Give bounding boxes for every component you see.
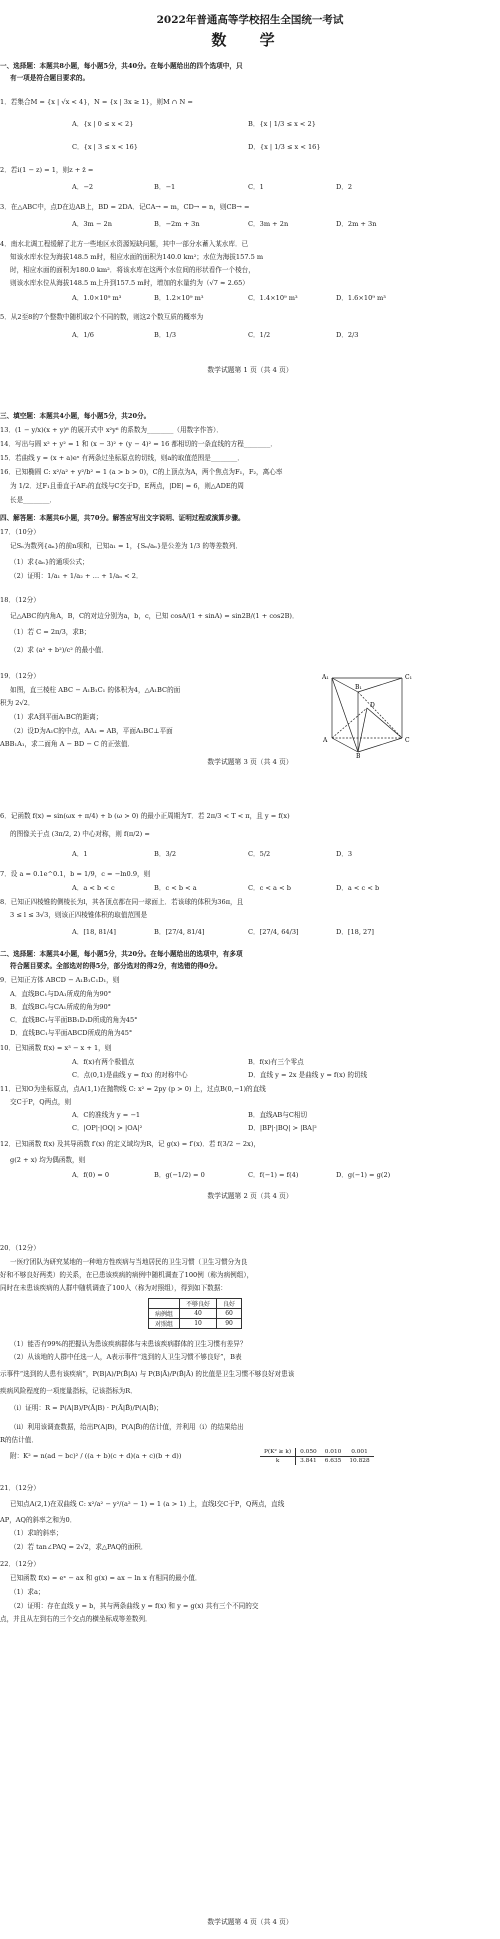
question-4-line-1: 4．南水北调工程缓解了北方一些地区水资源短缺问题，其中一部分水蓄入某水库．已 — [0, 240, 249, 248]
label-A1: A₁ — [322, 674, 329, 681]
page-2 — [0, 800, 500, 1230]
question-18-stem: 记△ABC的内角A，B，C的对边分别为a，b，c，已知 cosA/(1 + sinA) = sin2B/(1 + cos2B)． — [10, 612, 299, 620]
table-header-cell: 良好 — [217, 1299, 242, 1309]
q2-option-b: B．−1 — [154, 183, 176, 191]
question-15: 15．若曲线 y = (x + a)eˣ 有两条过坐标原点的切线，则a的取值范围是________． — [0, 454, 244, 462]
question-18-part-1: （1）若 C = 2π/3，求B； — [10, 628, 91, 636]
question-11-line-1: 11．已知O为坐标原点，点A(1,1)在抛物线 C: x² = 2py (p > 0) 上，过点B(0,−1)的直线 — [0, 1085, 266, 1093]
question-1: 1．若集合M = {x | √x < 4}，N = {x | 3x ≥ 1}，则M ∩ N = — [0, 98, 193, 106]
q5-option-a: A．1/6 — [72, 331, 94, 339]
question-12-line-1: 12．已知函数 f(x) 及其导函数 f′(x) 的定义域均为R，记 g(x) = f′(x)．若 f(3/2 − 2x)， — [0, 1140, 260, 1148]
q4-option-a: A．1.0×10⁹ m³ — [72, 294, 122, 302]
q7-option-c: C．c < a < b — [248, 884, 291, 892]
question-3: 3．在△ABC中，点D在边AB上，BD = 2DA．记CA→ = m，CD→ = n，则CB→ = — [0, 203, 250, 211]
question-22-part-2-cont: 点，并且从左到右的三个交点的横坐标成等差数列． — [0, 1615, 152, 1623]
section-4-heading: 四、解答题：本题共6小题，共70分。解答应写出文字说明、证明过程或演算步骤。 — [0, 514, 245, 522]
q8-option-b: B．[27/4, 81/4] — [154, 928, 205, 936]
q12-option-c: C．f(−1) = f(4) — [248, 1171, 299, 1179]
q3-option-b: B．−2m + 3n — [154, 220, 200, 228]
q9-option-d: D．直线BC₁与平面ABCD所成的角为45° — [10, 1029, 133, 1037]
q10-option-d: D．直线 y = 2x 是曲线 y = f(x) 的切线 — [248, 1071, 368, 1079]
table-row — [149, 1309, 242, 1319]
q3-option-d: D．2m + 3n — [336, 220, 377, 228]
label-D: D — [370, 702, 375, 709]
question-8-line-2: 3 ≤ l ≤ 3√3，则该正四棱锥体积的取值范围是 — [10, 911, 148, 919]
exam-title: 2022年普通高等学校招生全国统一考试 — [156, 14, 344, 26]
question-22: 22．（12分） — [0, 1560, 40, 1568]
question-22-part-1: （1）求a； — [10, 1588, 45, 1596]
question-21: 21．（12分） — [0, 1484, 40, 1492]
q9-option-c: C．直线BC₁与平面BB₁D₁D所成的角为45° — [10, 1016, 138, 1024]
question-20-stem-1: 一医疗团队为研究某地的一种地方性疾病与当地居民的卫生习惯（卫生习惯分为良 — [10, 1258, 248, 1266]
question-20: 20．（12分） — [0, 1244, 40, 1252]
question-19: 19．（12分） — [0, 672, 40, 680]
q11-option-d: D．|BP|·|BQ| > |BA|² — [248, 1124, 317, 1132]
q11-option-b: B．直线AB与C相切 — [248, 1111, 308, 1119]
q12-option-b: B．g(−1/2) = 0 — [154, 1171, 205, 1179]
table-cell: 40 — [180, 1309, 217, 1319]
table-cell: 10 — [180, 1319, 217, 1329]
table-cell: 6.635 — [324, 1458, 342, 1464]
label-C: C — [405, 737, 410, 744]
q4-option-b: B．1.2×10⁹ m³ — [154, 294, 204, 302]
q5-option-b: B．1/3 — [154, 331, 177, 339]
question-2: 2．若i(1 − z) = 1，则z + z̄ = — [0, 166, 94, 174]
question-21-part-1: （1）求l的斜率； — [10, 1529, 63, 1537]
question-6-line-2: 的图像关于点 (3π/2, 2) 中心对称，则 f(π/2) = — [10, 830, 150, 838]
q9-option-a: A．直线BC₁与DA₁所成的角为90° — [10, 990, 112, 998]
table-cell: 对照组 — [149, 1319, 180, 1329]
question-19-part-2: （2）设D为A₁C的中点，AA₁ = AB，平面A₁BC⊥平面 — [10, 727, 173, 735]
question-17-part-2: （2）证明：1/a₁ + 1/a₂ + … + 1/aₙ < 2． — [10, 572, 143, 580]
question-18-part-2: （2）求 (a² + b²)/c² 的最小值． — [10, 646, 108, 654]
q10-option-b: B．f(x)有三个零点 — [248, 1058, 304, 1066]
question-8-line-1: 8．已知正四棱锥的侧棱长为l，其各顶点都在同一球面上．若该球的体积为36π，且 — [0, 898, 244, 906]
question-20-part-2-ii-cont: R的估计值． — [0, 1436, 38, 1444]
question-4-line-3: 时，相应水面的面积为180.0 km²．将该水库在这两个水位间的形状看作一个棱台， — [10, 266, 255, 274]
q12-option-a: A．f(0) = 0 — [72, 1171, 110, 1179]
question-17-stem: 记Sₙ为数列{aₙ}的前n项和，已知a₁ = 1，{Sₙ/aₙ}是公差为 1/3 的等差数列． — [10, 542, 242, 550]
page-4 — [0, 1230, 500, 1939]
q6-option-c: C．5/2 — [248, 850, 271, 858]
question-21-part-2: （2）若 tan∠PAQ = 2√2，求△PAQ的面积． — [10, 1543, 148, 1551]
table-cell: 60 — [217, 1309, 242, 1319]
question-6-line-1: 6．记函数 f(x) = sin(ωx + π/4) + b (ω > 0) 的最小正周期为T．若 2π/3 < T < π，且 y = f(x) — [0, 812, 290, 820]
question-20-stem-2: 好和不够良好两类）的关系，在已患该疾病的病例中随机调查了100例（称为病例组）， — [0, 1271, 254, 1279]
q1-option-a: A．{x | 0 ≤ x < 2} — [72, 120, 134, 128]
table-cell: k — [275, 1458, 280, 1464]
table-cell: 病例组 — [149, 1309, 180, 1319]
q9-option-b: B．直线BC₁与CA₁所成的角为90° — [10, 1003, 111, 1011]
section-1-heading: 一、选择题：本题共8小题，每小题5分，共40分。在每小题给出的四个选项中，只 — [0, 62, 243, 70]
question-20-part-2-ii: （ii）利用该调查数据，给出P(A|B)，P(A|B̄)的估计值，并利用（i）的结果给出 — [10, 1423, 244, 1431]
q10-option-a: A．f(x)有两个极值点 — [72, 1058, 135, 1066]
question-12-line-2: g(2 + x) 均为偶函数，则 — [10, 1156, 86, 1164]
table-cell: 0.001 — [345, 1448, 373, 1457]
question-19-stem-2: 积为 2√2． — [0, 699, 35, 707]
q1-option-c: C．{x | 3 ≤ x < 16} — [72, 143, 138, 151]
question-22-part-2: （2）证明：存在直线 y = b，其与两条曲线 y = f(x) 和 y = g(x) 共有三个不同的交 — [10, 1602, 259, 1610]
q8-option-c: C．[27/4, 64/3] — [248, 928, 299, 936]
label-A: A — [323, 737, 328, 744]
section-3-heading: 三、填空题：本题共4小题，每小题5分，共20分。 — [0, 412, 151, 420]
q1-option-b: B．{x | 1/3 ≤ x < 2} — [248, 120, 316, 128]
q7-option-d: D．a < c < b — [336, 884, 380, 892]
question-20-part-2-cont-2: 疾病风险程度的一项度量指标，记该指标为R． — [0, 1387, 137, 1395]
q10-option-c: C．点(0,1)是曲线 y = f(x) 的对称中心 — [72, 1071, 188, 1079]
q6-option-a: A．1 — [72, 850, 88, 858]
table-header-row — [149, 1299, 242, 1309]
table-header-cell: 不够良好 — [180, 1299, 217, 1309]
question-20-part-2-cont: 示事件“选到的人患有该疾病”，P(B|A)/P(B̄|A) 与 P(B|Ā)/P(B̄|Ā) 的比值是卫生习惯不够良好对患该 — [0, 1370, 295, 1378]
question-18: 18．（12分） — [0, 596, 40, 604]
q2-option-d: D．2 — [336, 183, 353, 191]
subject-title: 数 学 — [211, 31, 289, 49]
table-cell: 10.828 — [349, 1458, 370, 1464]
q2-option-c: C．1 — [248, 183, 264, 191]
question-19-stem-1: 如图，直三棱柱 ABC − A₁B₁C₁ 的体积为4，△A₁BC的面 — [10, 686, 181, 694]
question-9: 9．已知正方体 ABCD − A₁B₁C₁D₁，则 — [0, 976, 120, 984]
question-16-line-1: 16．已知椭圆 C: x²/a² + y²/b² = 1 (a > b > 0)，C的上顶点为A，两个焦点为F₁，F₂，离心率 — [0, 468, 283, 476]
question-13: 13．(1 − y/x)(x + y)⁸ 的展开式中 x²y⁶ 的系数为________（用数字作答）． — [0, 426, 223, 434]
q11-option-a: A．C的准线为 y = −1 — [72, 1111, 141, 1119]
question-11-line-2: 交C于P，Q两点，则 — [10, 1098, 72, 1106]
question-10: 10．已知函数 f(x) = x³ − x + 1，则 — [0, 1044, 112, 1052]
page-3 — [0, 400, 500, 790]
page-3-footer: 数学试题第 3 页（共 4 页） — [207, 758, 293, 766]
survey-table — [148, 1298, 242, 1329]
question-22-stem: 已知函数 f(x) = eˣ − ax 和 g(x) = ax − ln x 有相同的最小值． — [10, 1574, 202, 1582]
question-5: 5．从2至8的7个整数中随机取2个不同的数，则这2个数互质的概率为 — [0, 313, 204, 321]
question-20-stem-3: 同时在未患该疾病的人群中随机调查了100人（称为对照组），得到如下数据： — [0, 1284, 227, 1292]
question-19-part-1: （1）求A到平面A₁BC的距离； — [10, 713, 103, 721]
table-header-cell — [149, 1299, 180, 1309]
table-row — [260, 1448, 374, 1457]
section-1-heading-cont: 有一项是符合题目要求的。 — [10, 74, 90, 82]
q7-option-a: A．a < b < c — [72, 884, 115, 892]
question-16-line-2: 为 1/2．过F₁且垂直于AF₂的直线与C交于D，E两点，|DE| = 6，则△ADE的周 — [10, 482, 244, 490]
question-16-line-3: 长是________． — [10, 496, 57, 504]
label-B1: B₁ — [355, 684, 362, 691]
label-C1: C₁ — [405, 674, 412, 681]
label-B: B — [356, 753, 361, 758]
table-row — [260, 1457, 374, 1466]
question-14: 14．写出与圆 x² + y² = 1 和 (x − 3)² + (y − 4)² = 16 都相切的一条直线的方程________． — [0, 440, 277, 448]
q6-option-b: B．3/2 — [154, 850, 177, 858]
section-2-heading-cont: 符合题目要求。全部选对的得5分，部分选对的得2分，有选错的得0分。 — [10, 962, 222, 970]
page-1 — [0, 0, 500, 390]
q2-option-a: A．−2 — [72, 183, 94, 191]
question-20-part-1: （1）能否有99%的把握认为患该疾病群体与未患该疾病群体的卫生习惯有差异？ — [10, 1340, 247, 1348]
question-4-line-4: 则该水库水位从海拔148.5 m上升到157.5 m时，增加的水量约为（√7 ≈ 2.65） — [10, 279, 249, 287]
q1-option-d: D．{x | 1/3 ≤ x < 16} — [248, 143, 321, 151]
q4-option-c: C．1.4×10⁹ m³ — [248, 294, 298, 302]
question-21-stem-1: 已知点A(2,1)在双曲线 C: x²/a² − y²/(a² − 1) = 1 (a > 1) 上，直线l交C于P，Q两点，直线 — [10, 1500, 285, 1508]
question-20-part-2-i: （i）证明：R = P(A|B)/P(Ā|B) · P(Ā|B̄)/P(A|B̄)； — [10, 1404, 163, 1412]
q3-option-c: C．3m + 2n — [248, 220, 289, 228]
page-2-footer: 数学试题第 2 页（共 4 页） — [207, 1192, 293, 1200]
q7-option-b: B．c < b < a — [154, 884, 197, 892]
question-20-part-2: （2）从该地的人群中任选一人，A表示事件“选到的人卫生习惯不够良好”，B表 — [10, 1353, 242, 1361]
k-square-table — [260, 1448, 374, 1465]
table-cell: P(K² ≥ k) — [260, 1448, 296, 1457]
prism-figure — [318, 672, 418, 758]
section-2-heading: 二、选择题：本题共4小题，每小题5分，共20分。在每小题给出的选项中，有多项 — [0, 950, 243, 958]
q12-option-d: D．g(−1) = g(2) — [336, 1171, 391, 1179]
table-cell: 0.050 — [296, 1448, 321, 1457]
question-4-line-2: 知该水库水位为海拔148.5 m时，相应水面的面积为140.0 km²；水位为海拔157.5 m — [10, 253, 264, 261]
question-17-part-1: （1）求{aₙ}的通项公式； — [10, 558, 89, 566]
question-21-stem-2: AP，AQ的斜率之和为0． — [0, 1516, 77, 1524]
page-4-footer: 数学试题第 4 页（共 4 页） — [207, 1918, 293, 1926]
q4-option-d: D．1.6×10⁹ m³ — [336, 294, 386, 302]
q5-option-c: C．1/2 — [248, 331, 271, 339]
question-19-part-2-cont: ABB₁A₁，求二面角 A − BD − C 的正弦值． — [0, 740, 135, 748]
q5-option-d: D．2/3 — [336, 331, 359, 339]
q8-option-a: A．[18, 81/4] — [72, 928, 116, 936]
table-row — [149, 1319, 242, 1329]
question-17: 17．（10分） — [0, 528, 40, 536]
q3-option-a: A．3m − 2n — [72, 220, 112, 228]
table-cell: 0.010 — [321, 1448, 346, 1457]
table-cell: 90 — [217, 1319, 242, 1329]
q11-option-c: C．|OP|·|OQ| > |OA|² — [72, 1124, 143, 1132]
q8-option-d: D．[18, 27] — [336, 928, 374, 936]
question-7: 7．设 a = 0.1e^0.1，b = 1/9，c = −ln0.9，则 — [0, 870, 151, 878]
q6-option-d: D．3 — [336, 850, 353, 858]
k-square-formula: 附：K² = n(ad − bc)² / ((a + b)(c + d)(a + c)(b + d)) — [10, 1452, 182, 1460]
table-cell: 3.841 — [296, 1457, 321, 1466]
page-1-footer: 数学试题第 1 页（共 4 页） — [207, 366, 293, 374]
